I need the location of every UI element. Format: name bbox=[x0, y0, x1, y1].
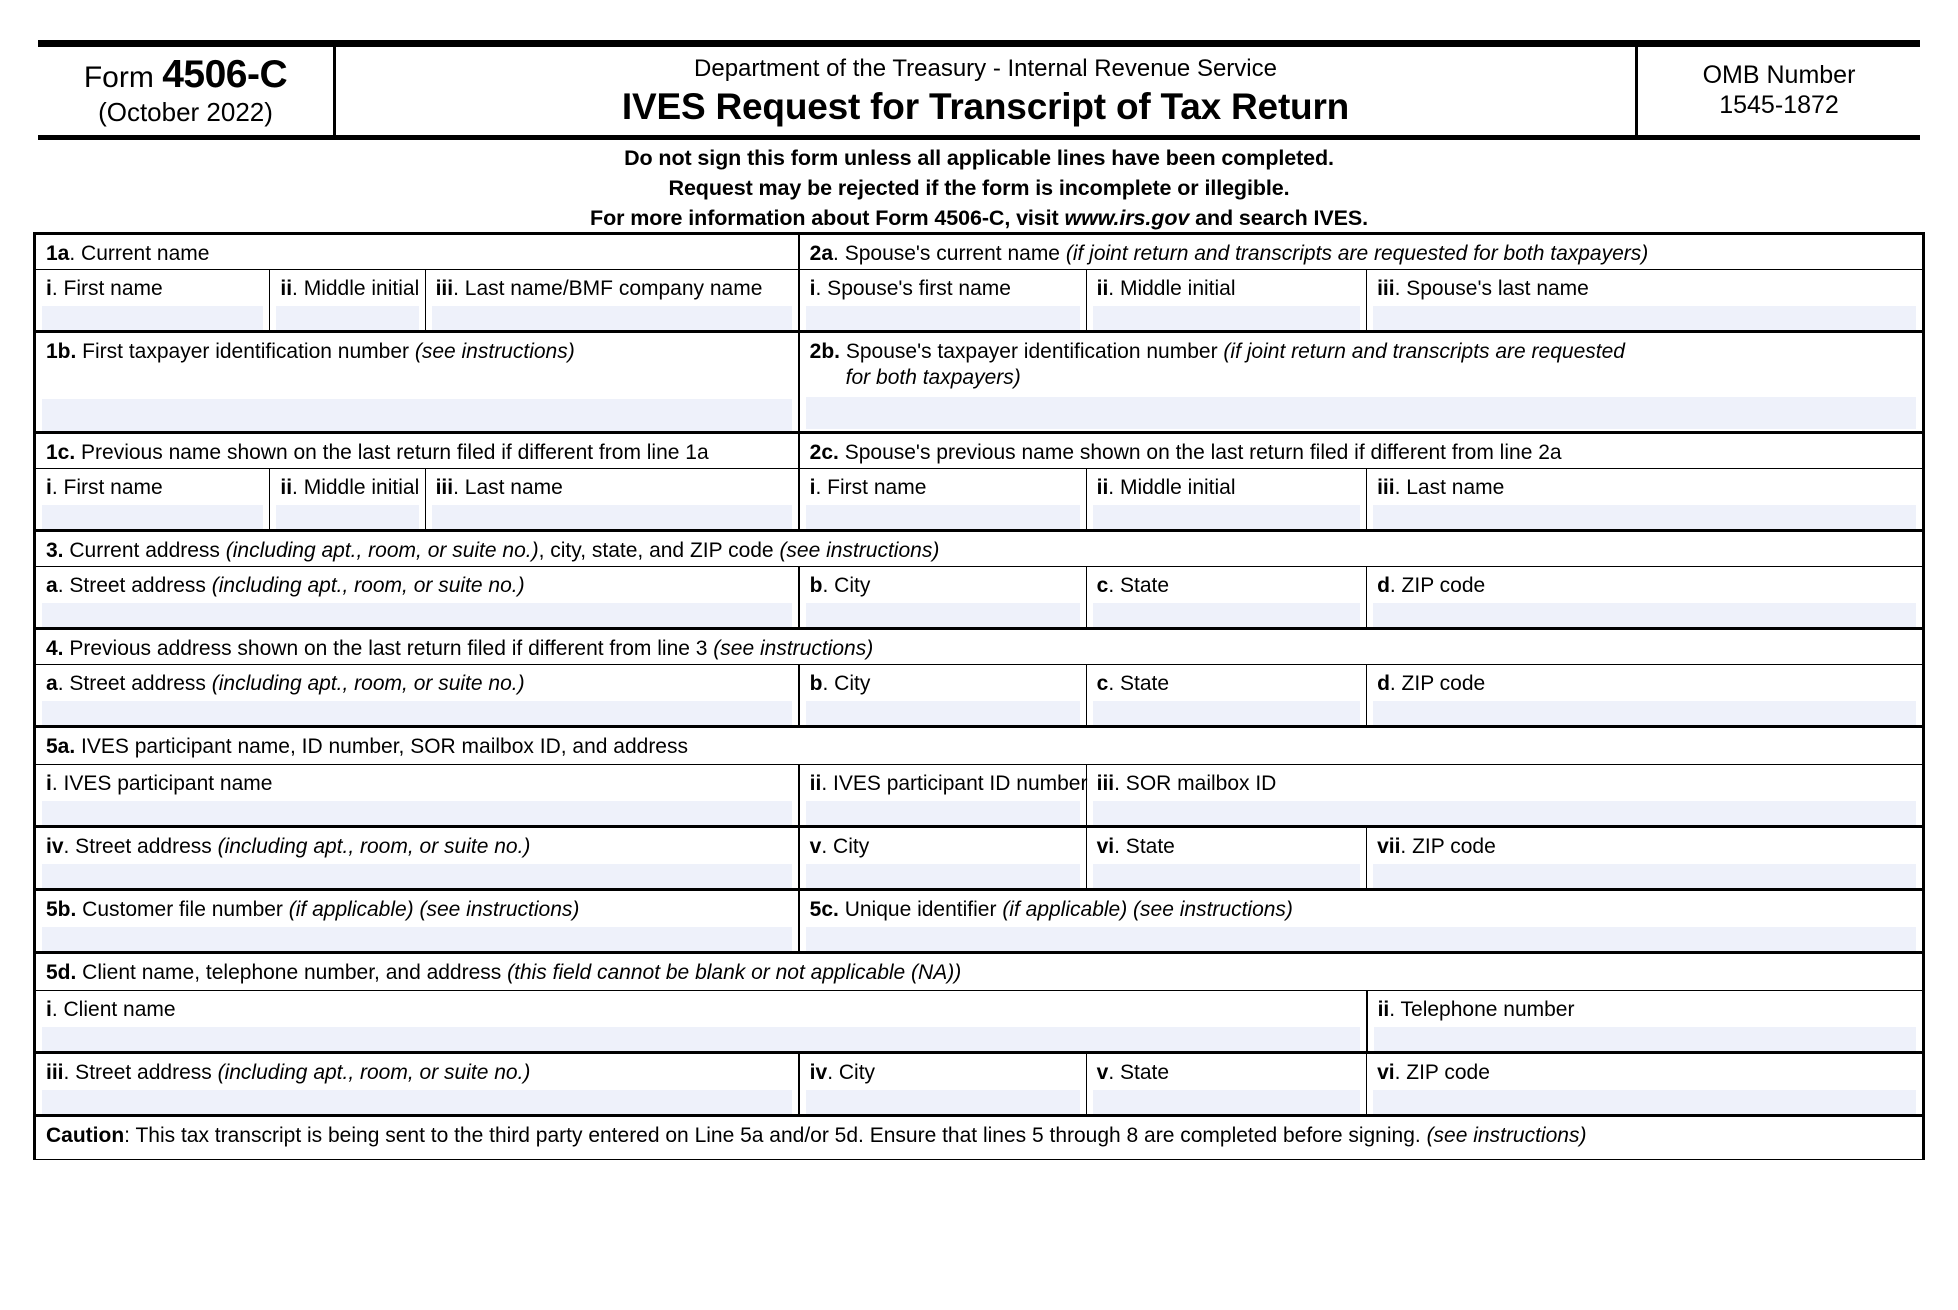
label-2b-italic: (if joint return and transcripts are requested bbox=[1223, 340, 1625, 363]
label-4a-text: . Street address bbox=[57, 672, 212, 695]
label-5d-v-number: v bbox=[1096, 1061, 1109, 1084]
label-5b-italic: (if applicable) (see instructions) bbox=[288, 898, 580, 921]
cell-4-header bbox=[35, 629, 1924, 665]
label-1a-i-text: . First name bbox=[51, 277, 163, 300]
cell-1c-middle-initial bbox=[270, 469, 425, 531]
omb-block bbox=[1638, 47, 1920, 135]
label-5c-text: Unique identifier bbox=[838, 898, 1003, 921]
cell-1c-last-name bbox=[425, 469, 799, 531]
label-5d-iii-italic: (including apt., room, or suite no.) bbox=[217, 1061, 531, 1084]
label-5a-vii-number: vii bbox=[1377, 835, 1401, 858]
row-3-header bbox=[35, 531, 1924, 567]
cell-2a-first-name bbox=[799, 270, 1086, 332]
form-title-block bbox=[336, 47, 1638, 135]
cell-5d-iii-street bbox=[35, 1053, 799, 1116]
label-3c-number: c bbox=[1096, 574, 1109, 597]
label-2b-text: Spouse's taxpayer identification number bbox=[840, 340, 1224, 363]
label-1c-iii-text: . Last name bbox=[453, 476, 563, 499]
cell-5a-iii-sor-mailbox-id bbox=[1086, 765, 1923, 827]
input-1a-middle-initial[interactable] bbox=[276, 306, 418, 330]
row-caution bbox=[35, 1116, 1924, 1160]
row-1a-2a-names bbox=[35, 270, 1924, 332]
label-5a-v-number: v bbox=[809, 835, 822, 858]
label-2c-number: 2c. bbox=[809, 441, 839, 464]
caution-text: : This tax transcript is being sent to the third party entered on Line 5a and/or 5d. Ensure that lines 5 through 8 are completed before signing. bbox=[124, 1124, 1427, 1147]
label-5a-i-number: i bbox=[46, 772, 52, 795]
cell-2c-header bbox=[799, 433, 1924, 469]
cell-2a-last-name bbox=[1367, 270, 1924, 332]
row-4-header bbox=[35, 629, 1924, 665]
label-5d-ii-number: ii bbox=[1377, 998, 1390, 1021]
input-5d-zip[interactable] bbox=[1373, 1090, 1916, 1114]
cell-3a-street bbox=[35, 567, 799, 629]
row-5d-header bbox=[35, 953, 1924, 991]
instruction-line-3-pre: For more information about Form 4506-C, visit bbox=[590, 206, 1065, 230]
cell-3c-state bbox=[1086, 567, 1366, 629]
label-5d-number: 5d. bbox=[46, 961, 77, 984]
label-5d-italic: (this field cannot be blank or not applicable (NA)) bbox=[507, 961, 962, 984]
label-3-italic-2: (see instructions) bbox=[779, 539, 940, 562]
form-identity-block bbox=[38, 47, 336, 135]
cell-3-header bbox=[35, 531, 1924, 567]
cell-1c-first-name bbox=[35, 469, 270, 531]
label-4b-text: . City bbox=[822, 672, 871, 695]
cell-5a-v-city bbox=[799, 827, 1086, 890]
input-2a-first-name[interactable] bbox=[806, 306, 1080, 330]
label-5a-vi-number: vi bbox=[1096, 835, 1115, 858]
label-4a-italic: (including apt., room, or suite no.) bbox=[211, 672, 525, 695]
label-5a-iii-text: . SOR mailbox ID bbox=[1114, 772, 1277, 795]
input-5a-participant-id[interactable] bbox=[806, 801, 1080, 825]
cell-5d-i-client-name bbox=[35, 991, 1367, 1053]
omb-number: 1545-1872 bbox=[1719, 91, 1839, 120]
irs-gov-link[interactable]: www.irs.gov bbox=[1064, 206, 1190, 230]
cell-5d-ii-telephone bbox=[1367, 991, 1924, 1053]
row-4-address bbox=[35, 665, 1924, 727]
cell-2c-middle-initial bbox=[1086, 469, 1366, 531]
input-1b-tin[interactable] bbox=[42, 399, 792, 431]
label-4a-number: a bbox=[46, 672, 58, 695]
label-2c-iii-number: iii bbox=[1377, 476, 1395, 499]
form-header bbox=[38, 47, 1920, 135]
cell-5a-header bbox=[35, 727, 1924, 765]
input-1c-last-name[interactable] bbox=[432, 505, 792, 529]
cell-5d-v-state bbox=[1086, 1053, 1366, 1116]
label-5d-iii-text: . Street address bbox=[63, 1061, 218, 1084]
instruction-line-1: Do not sign this form unless all applicable lines have been completed. bbox=[624, 146, 1334, 170]
label-1a-i-number: i bbox=[46, 277, 52, 300]
input-1c-middle-initial[interactable] bbox=[276, 505, 418, 529]
label-5d-text: Client name, telephone number, and address bbox=[76, 961, 508, 984]
label-2b-italic-2: for both taxpayers) bbox=[845, 366, 1021, 389]
input-3b-city[interactable] bbox=[806, 603, 1080, 627]
label-2a-iii-text: . Spouse's last name bbox=[1394, 277, 1589, 300]
row-3-address bbox=[35, 567, 1924, 629]
row-1b-2b bbox=[35, 332, 1924, 433]
label-1b-text: First taxpayer identification number bbox=[76, 340, 415, 363]
label-2c-i-text: . First name bbox=[815, 476, 927, 499]
label-5a-number: 5a. bbox=[46, 735, 76, 758]
label-4d-number: d bbox=[1377, 672, 1390, 695]
label-5a-text: IVES participant name, ID number, SOR mailbox ID, and address bbox=[75, 735, 688, 758]
input-5d-city[interactable] bbox=[806, 1090, 1080, 1114]
input-4d-zip[interactable] bbox=[1373, 701, 1916, 725]
input-3d-zip[interactable] bbox=[1373, 603, 1916, 627]
cell-4d-zip bbox=[1367, 665, 1924, 727]
header-bottom-rule bbox=[38, 135, 1920, 140]
input-5d-state[interactable] bbox=[1093, 1090, 1360, 1114]
label-5d-i-text: . Client name bbox=[51, 998, 176, 1021]
label-5d-i-number: i bbox=[46, 998, 52, 1021]
cell-5c-unique-identifier bbox=[799, 890, 1924, 953]
label-3-text: Current address bbox=[63, 539, 226, 562]
label-5a-ii-number: ii bbox=[809, 772, 822, 795]
input-5b-customer-file-number[interactable] bbox=[42, 927, 792, 951]
label-5d-iii-number: iii bbox=[46, 1061, 64, 1084]
cell-4c-state bbox=[1086, 665, 1366, 727]
row-5a-address bbox=[35, 827, 1924, 890]
input-3a-street[interactable] bbox=[42, 603, 792, 627]
cell-2a-middle-initial bbox=[1086, 270, 1366, 332]
label-1a-number: 1a bbox=[46, 242, 70, 265]
cell-5d-vi-zip bbox=[1367, 1053, 1924, 1116]
cell-1c-header bbox=[35, 433, 799, 469]
cell-2a-header bbox=[799, 234, 1924, 270]
label-4d-text: . ZIP code bbox=[1389, 672, 1486, 695]
label-1c-text: Previous name shown on the last return filed if different from line 1a bbox=[75, 441, 709, 464]
label-5a-i-text: . IVES participant name bbox=[51, 772, 273, 795]
top-rule bbox=[38, 40, 1920, 47]
input-1a-first-name[interactable] bbox=[42, 306, 263, 330]
label-1c-i-number: i bbox=[46, 476, 52, 499]
label-1c-i-text: . First name bbox=[51, 476, 163, 499]
input-3c-state[interactable] bbox=[1093, 603, 1360, 627]
input-4a-street[interactable] bbox=[42, 701, 792, 725]
cell-5d-header bbox=[35, 953, 1924, 991]
cell-3d-zip bbox=[1367, 567, 1924, 629]
label-5a-iv-italic: (including apt., room, or suite no.) bbox=[217, 835, 531, 858]
input-4b-city[interactable] bbox=[806, 701, 1080, 725]
instruction-line-3 bbox=[38, 203, 1920, 233]
label-2a-text: . Spouse's current name bbox=[833, 242, 1066, 265]
label-2a-number: 2a bbox=[809, 242, 834, 265]
label-1a-iii-number: iii bbox=[435, 277, 454, 300]
row-5a-participant bbox=[35, 765, 1924, 827]
input-5d-telephone[interactable] bbox=[1374, 1027, 1916, 1051]
label-1c-ii-number: ii bbox=[280, 476, 293, 499]
row-1c-2c-names bbox=[35, 469, 1924, 531]
label-2a-ii-number: ii bbox=[1096, 277, 1109, 300]
instruction-line-3-post: and search IVES. bbox=[1189, 206, 1368, 230]
input-5a-participant-name[interactable] bbox=[42, 801, 792, 825]
label-5d-v-text: . State bbox=[1108, 1061, 1170, 1084]
label-2b-number: 2b. bbox=[809, 340, 841, 363]
cell-5b-customer-file-number bbox=[35, 890, 799, 953]
label-4c-text: . State bbox=[1108, 672, 1170, 695]
cell-1a-header bbox=[35, 234, 799, 270]
form-number: 4506-C bbox=[162, 53, 288, 96]
input-2b-tin[interactable] bbox=[806, 397, 1916, 429]
label-4-number: 4. bbox=[46, 637, 64, 660]
row-1c-2c-header bbox=[35, 433, 1924, 469]
cell-1b-tin bbox=[35, 332, 799, 433]
label-5a-ii-text: . IVES participant ID number bbox=[821, 772, 1088, 795]
label-3-number: 3. bbox=[46, 539, 64, 562]
label-5c-number: 5c. bbox=[809, 898, 839, 921]
label-1c-iii-number: iii bbox=[435, 476, 454, 499]
label-1b-number: 1b. bbox=[46, 340, 77, 363]
label-5a-v-text: . City bbox=[821, 835, 870, 858]
input-5a-city[interactable] bbox=[806, 864, 1080, 888]
label-2c-i-number: i bbox=[809, 476, 816, 499]
cell-1a-middle-initial bbox=[270, 270, 425, 332]
label-2a-i-number: i bbox=[809, 277, 816, 300]
label-3a-italic: (including apt., room, or suite no.) bbox=[211, 574, 525, 597]
label-5a-iv-text: . Street address bbox=[63, 835, 218, 858]
omb-label: OMB Number bbox=[1702, 61, 1856, 90]
label-3b-text: . City bbox=[822, 574, 871, 597]
label-5b-number: 5b. bbox=[46, 898, 77, 921]
label-1a-ii-number: ii bbox=[280, 277, 293, 300]
input-2a-last-name[interactable] bbox=[1373, 306, 1916, 330]
label-5a-vi-text: . State bbox=[1114, 835, 1175, 858]
row-5a-header bbox=[35, 727, 1924, 765]
input-5d-street[interactable] bbox=[42, 1090, 792, 1114]
label-5d-iv-text: . City bbox=[827, 1061, 876, 1084]
row-5d-client bbox=[35, 991, 1924, 1053]
input-1a-last-name[interactable] bbox=[432, 306, 792, 330]
label-2c-ii-text: . Middle initial bbox=[1108, 476, 1236, 499]
input-2c-first-name[interactable] bbox=[806, 505, 1080, 529]
cell-5a-vii-zip bbox=[1367, 827, 1924, 890]
label-4c-number: c bbox=[1096, 672, 1109, 695]
label-2c-ii-number: ii bbox=[1096, 476, 1109, 499]
instructions-block bbox=[38, 143, 1920, 233]
label-3b-number: b bbox=[809, 574, 823, 597]
label-1a-ii-text: . Middle initial bbox=[292, 277, 420, 300]
form-revision-date: (October 2022) bbox=[98, 97, 273, 128]
input-2a-middle-initial[interactable] bbox=[1093, 306, 1360, 330]
form-label: Form bbox=[83, 61, 154, 94]
label-3a-number: a bbox=[46, 574, 58, 597]
label-5a-iv-number: iv bbox=[46, 835, 64, 858]
label-1a-iii-text: . Last name/BMF company name bbox=[453, 277, 763, 300]
label-5d-iv-number: iv bbox=[809, 1061, 828, 1084]
label-5b-text: Customer file number bbox=[76, 898, 289, 921]
label-2a-italic: (if joint return and transcripts are requested for both taxpayers) bbox=[1065, 242, 1649, 265]
label-3-text-2: , city, state, and ZIP code bbox=[538, 539, 780, 562]
instruction-line-2: Request may be rejected if the form is incomplete or illegible. bbox=[668, 176, 1290, 200]
input-5c-unique-identifier[interactable] bbox=[806, 927, 1916, 951]
cell-4b-city bbox=[799, 665, 1086, 727]
input-4c-state[interactable] bbox=[1093, 701, 1360, 725]
input-5d-client-name[interactable] bbox=[42, 1027, 1360, 1051]
cell-2b-tin bbox=[799, 332, 1924, 433]
cell-5a-iv-street bbox=[35, 827, 799, 890]
form-number-line bbox=[84, 54, 287, 96]
row-5b-5c bbox=[35, 890, 1924, 953]
label-5a-vii-text: . ZIP code bbox=[1400, 835, 1496, 858]
label-1c-number: 1c. bbox=[46, 441, 76, 464]
label-5d-vi-number: vi bbox=[1377, 1061, 1395, 1084]
input-2c-middle-initial[interactable] bbox=[1093, 505, 1360, 529]
label-4-italic: (see instructions) bbox=[713, 637, 874, 660]
cell-4a-street bbox=[35, 665, 799, 727]
cell-1a-last-name bbox=[425, 270, 799, 332]
page-title: IVES Request for Transcript of Tax Return bbox=[621, 85, 1350, 127]
label-2a-i-text: . Spouse's first name bbox=[815, 277, 1011, 300]
input-5a-sor-mailbox-id[interactable] bbox=[1093, 801, 1916, 825]
caution-label: Caution bbox=[46, 1124, 125, 1147]
row-1a-2a-header bbox=[35, 234, 1924, 270]
label-1b-italic: (see instructions) bbox=[414, 340, 575, 363]
row-5d-address bbox=[35, 1053, 1924, 1116]
cell-2c-last-name bbox=[1367, 469, 1924, 531]
label-3-italic: (including apt., room, or suite no.) bbox=[225, 539, 539, 562]
cell-5a-ii-participant-id bbox=[799, 765, 1086, 827]
department-line: Department of the Treasury - Internal Revenue Service bbox=[694, 54, 1277, 82]
cell-3b-city bbox=[799, 567, 1086, 629]
label-5c-italic: (if applicable) (see instructions) bbox=[1002, 898, 1293, 921]
label-3c-text: . State bbox=[1108, 574, 1170, 597]
cell-5d-iv-city bbox=[799, 1053, 1086, 1116]
cell-5a-i-participant-name bbox=[35, 765, 799, 827]
cell-caution bbox=[35, 1116, 1924, 1160]
label-2c-text: Spouse's previous name shown on the last return filed if different from line 2a bbox=[838, 441, 1562, 464]
label-5d-ii-text: . Telephone number bbox=[1389, 998, 1575, 1021]
form-fields-table bbox=[33, 232, 1925, 1160]
cell-2c-first-name bbox=[799, 469, 1086, 531]
label-2a-ii-text: . Middle initial bbox=[1108, 277, 1236, 300]
input-5a-state[interactable] bbox=[1093, 864, 1360, 888]
input-5a-zip[interactable] bbox=[1373, 864, 1916, 888]
label-4b-number: b bbox=[809, 672, 823, 695]
input-1c-first-name[interactable] bbox=[42, 505, 263, 529]
cell-1a-first-name bbox=[35, 270, 270, 332]
input-5a-street[interactable] bbox=[42, 864, 792, 888]
label-3a-text: . Street address bbox=[57, 574, 212, 597]
label-2c-iii-text: . Last name bbox=[1394, 476, 1505, 499]
label-2a-iii-number: iii bbox=[1377, 277, 1395, 300]
caution-italic: (see instructions) bbox=[1426, 1124, 1587, 1147]
label-3d-number: d bbox=[1377, 574, 1390, 597]
label-5d-vi-text: . ZIP code bbox=[1394, 1061, 1490, 1084]
cell-5a-vi-state bbox=[1086, 827, 1366, 890]
label-3d-text: . ZIP code bbox=[1389, 574, 1486, 597]
label-1c-ii-text: . Middle initial bbox=[292, 476, 420, 499]
label-5a-iii-number: iii bbox=[1096, 772, 1115, 795]
label-1a-text: . Current name bbox=[69, 242, 210, 265]
input-2c-last-name[interactable] bbox=[1373, 505, 1916, 529]
label-4-text: Previous address shown on the last return filed if different from line 3 bbox=[63, 637, 714, 660]
